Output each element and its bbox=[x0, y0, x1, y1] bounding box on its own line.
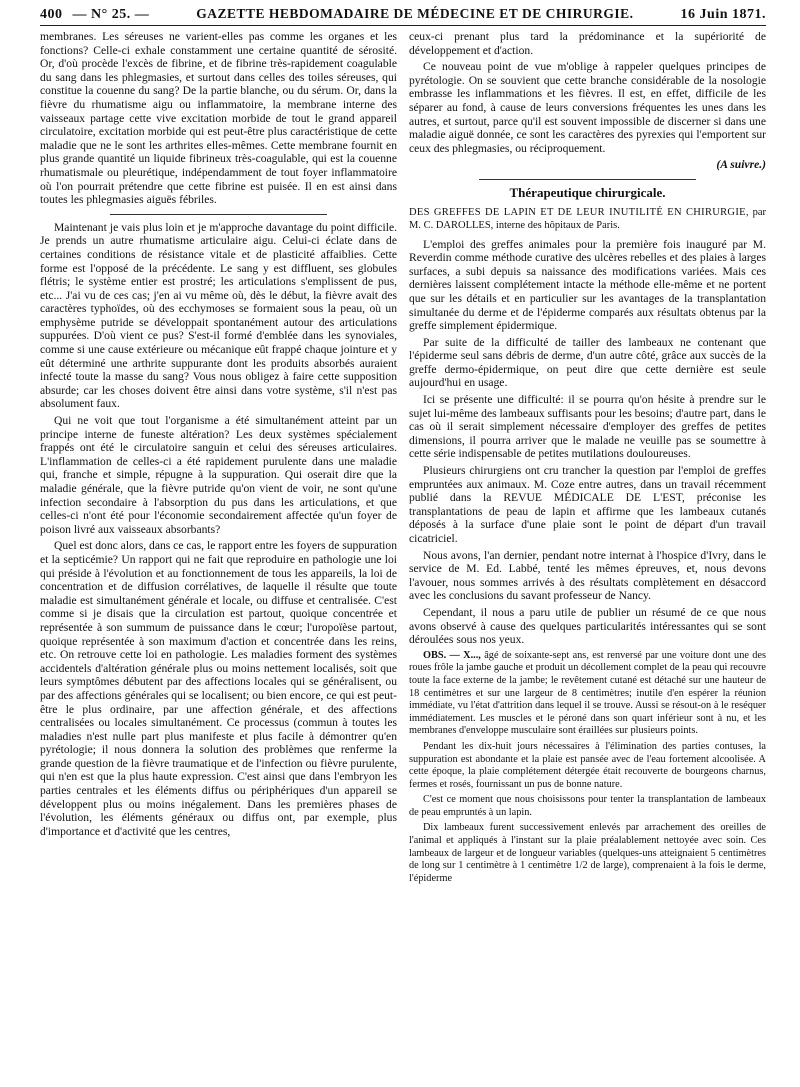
observation-paragraph bbox=[409, 650, 766, 738]
observation-block bbox=[409, 650, 766, 886]
divider bbox=[479, 179, 696, 180]
paragraph: ceux-ci prenant plus tard la prédominance et la supériorité de développement et d'action. bbox=[409, 30, 766, 57]
issue-number: — N° 25. — bbox=[72, 7, 150, 22]
paragraph: Quel est donc alors, dans ce cas, le rapport entre les foyers de suppuration et la septicémie? Un rapport qui ne fait que reproduire en pathologie une loi qui préside à l'évolution et au fonctionnement de tous les appareils, la loi de concentration et de diffusion corrélatives, de laquelle il résulte que toute maladie est simultanément générale et locale, ou diffuse et centralisée. C'est comme si je disais que la circulation est partout, quoique concentrée et représentée à son summum de puissance dans le cœur; l'uropoïèse partout, quoique représentée à son maximum d'action et concentrée dans les reins, etc. On retrouve cette loi en pathologie. Les maladies forment des systèmes accidentels d'altération générale plus ou moins nettement localisés, soit que leurs symptômes débutent par des affections locales qui se généralisent, ou par des affections générales qui se localisent; ou bien encore, ce qui est peut-être le plus ordinaire, par une affection générale, et des affections centralisées ou locales simultanément. Ce processus (commun à toutes les maladies n'est nulle part plus manifeste et plus facile à démontrer qu'en pyrétologie; il nous donnera la solution des problèmes que renferme la grande question de la fièvre traumatique et de l'infection ou fièvre purulente, qui n'en est que la plus haute expression. C'est ainsi que dans l'embryon les parties centrales et les éléments diffus ou périphériques d'un appareil se développent plus ou moins inégalement. Dans les premières phases de l'évolution, les éléments généraux ou diffus ont, par exemple, plus d'importance et d'activité que les centres, bbox=[40, 539, 397, 838]
paragraph: C'est ce moment que nous choisissons pour tenter la transplantation de lambeaux de peau empruntés à un lapin. bbox=[409, 794, 766, 818]
divider bbox=[110, 214, 327, 215]
paragraph: Plusieurs chirurgiens ont cru trancher la question par l'emploi de greffes empruntées aux animaux. M. Coze entre autres, dans un travail récemment publié dans la REVUE MÉDICALE DE L'EST, préconise les transplantations de peau de lapin et affirme que les lambeaux cutanés déposés à la surface d'une plaie sont le point de départ d'un travail cicatriciel. bbox=[409, 464, 766, 545]
left-column bbox=[40, 30, 397, 888]
to-be-continued: (A suivre.) bbox=[716, 158, 766, 172]
paragraph: Nous avons, l'an dernier, pendant notre internat à l'hospice d'Ivry, dans le service de M. Ed. Labbé, tenté les mêmes épreuves, et, nous devons l'avouer, nous sommes arrivés à des résultats complètement en désaccord avec les conclusions du savant professeur de Nancy. bbox=[409, 548, 766, 603]
journal-title: GAZETTE HEBDOMADAIRE DE MÉDECINE ET DE CHIRURGIE. bbox=[196, 6, 634, 21]
paragraph: membranes. Les séreuses ne varient-elles pas comme les organes et les fonctions? Celle-ci exhale constamment une certaine quantité de sérosité. Or, d'où procède l'excès de fibrine, et de fibrine très-rapidement coagulable du sang dans les phlegmasies, et surtout dans celles des toiles séreuses, qui constitue la couenne du sang? De la partie blanche, ou du sérum. Or, dans la fièvre du rhumatisme aigu ou inflammatoire, la membrane interne des vaisseaux partage cette vive excitation morbide de tout le grand appareil circulatoire, excitation morbide qui est peut-être plus caractéristique de cette maladie que ne le sont les arthrites elles-mêmes. Cette membrane fournit en plus grande quantité un liquide fibrineux très-coagulable, qui est la couenne rhumatismale ou pleurétique, indépendamment de tout foyer inflammatoire où l'on pourrait prétendre que cette fibrine est puisée. Il en est ainsi dans toutes les phlegmasies aiguës fébriles. bbox=[40, 30, 397, 207]
paragraph: Ici se présente une difficulté: il se pourra qu'on hésite à prendre sur le sujet lui-même des lambeaux suffisants pour les besoins; d'autre part, dans le cas où il serait simplement nécessaire d'employer des greffes de petites dimensions, il pourra arriver que le malade ne veuille pas se soumettre à cette série indispensable de petites mutilations douloureuses. bbox=[409, 393, 766, 461]
paragraph: L'emploi des greffes animales pour la première fois inauguré par M. Reverdin comme méthode curative des ulcères rebelles et des plaies à larges surfaces, a subi depuis sa naissance des modifications variées. Mais ces dernières laissent complétement intacte la méthode elle-même et ne portent que sur les détails et en particulier sur les avantages de la transplantation simultanée du derme et de l'épiderme comparés aux résultats obtenus par la greffe simplement épidermique. bbox=[409, 237, 766, 333]
observation-text: âgé de soixante-sept ans, est renversé par une voiture dont une des roues frôle la jambe gauche et produit un décollement complet de la peau qui recouvre toute la face externe de la jambe; le revêtement cutané est détaché sur une hauteur de 18 centimètres et sur une largeur de 8 centimètres; inutile d'en espérer la réunion immédiate, vu l'état d'attrition dans lequel il se trouve. Aussi se résout-on à le reséquer immédiatement. Les muscles et le péroné dans son quart inférieur sont à nu, et les membranes d'enveloppe musculaire sont éraillées sur plusieurs points. bbox=[409, 649, 766, 737]
article-heading bbox=[409, 206, 766, 232]
page-header bbox=[40, 6, 766, 26]
paragraph: Par suite de la difficulté de tailler des lambeaux ne contenant que l'épiderme seul sans débris de derme, d'un autre côté, grâce aux succès de la greffe dermo-épidermique, on peut dire que cette dernière est seule aujourd'hui en usage. bbox=[409, 335, 766, 390]
paragraph: Qui ne voit que tout l'organisme a été simultanément atteint par un principe interne de funeste altération? Les deux systèmes spécialement frappés ont été le circulatoire sanguin et celui des séreuses articulaires. L'inflammation de celles-ci a été rapidement purulente dans une maladie qui, franche et simple, répugne à la suppuration. Qui oserait dire que la maladie générale, que la fièvre putride qu'on vient de voir, ne sont qu'une infection secondaire à l'absorption du pus dans les articulations, et que celles-ci n'ont été pour l'économie secondairement affectée qu'un foyer de poison livré aux vaisseaux absorbants? bbox=[40, 414, 397, 536]
paragraph: Maintenant je vais plus loin et je m'approche davantage du point difficile. Je prends un autre rhumatisme articulaire aigu. Celui-ci éclate dans de certaines conditions de résistance vitale et de plasticité affaiblies. Cette forme est l'opposé de la précédente. Le sang y est diffluent, ses globules flétris; le système entier est prostré; les articulations s'emplissent de pus, etc... J'ai vu de ces cas; j'en ai vu même où, dès le début, la fièvre avait des caractères typhoïdes, où des ecchymoses se formaient sous la peau, où un emphysème putride se développait spontanément autour des articulations suppurées. D'où vient ce pus? S'est-il formé d'emblée dans les synoviales, comme si une cause extérieure ou mécanique eût frappé chaque jointure et y eût déterminé une arthrite suppurante dont les produits absorbés auraient infecté toute la masse du sang? Vous nous obligez à faire cette supposition absurde; car les choses doivent être ainsi dans votre système, s'il n'est pas absolument faux. bbox=[40, 220, 397, 411]
paragraph: Ce nouveau point de vue m'oblige à rappeler quelques principes de pyrétologie. On se souvient que cette branche considérable de la nosologie embrasse les inflammations et les fièvres. Il est, en effet, difficile de les séparer au fond, à cause de leurs conversions fréquentes les unes dans les autres, et surtout, parce qu'il est souvent impossible de discerner si dans une maladie aiguë donnée, ce sont les caractères des pyrexies qui l'emportent sur ceux des phlegmasies, ou réciproquement. bbox=[409, 60, 766, 155]
paragraph: Cependant, il nous a paru utile de publier un résumé de ce que nous avons observé à cause des quelques particularités intéressantes qui se sont déroulées sous nos yeux. bbox=[409, 605, 766, 647]
article-author: par M. C. DAROLLES, interne des hôpitaux de Paris. bbox=[409, 206, 767, 231]
page-number: 400 bbox=[40, 7, 63, 22]
article-title: DES GREFFES DE LAPIN ET DE LEUR INUTILITÉ EN CHIRURGIE, bbox=[409, 206, 749, 218]
observation-label: OBS. — X..., bbox=[423, 649, 481, 661]
paragraph: Dix lambeaux furent successivement enlevés par arrachement des oreilles de l'animal et appliqués à l'instant sur la plaie préalablement nettoyée avec soin. Ces lambeaux de largeur et de longueur variables (quelques-uns atteignaient 5 centimètres de long sur 1 centimètre à 1 centimètre 1/2 de large), comprenaient à la fois le derme, l'épiderme bbox=[409, 822, 766, 884]
paragraph: Pendant les dix-huit jours nécessaires à l'élimination des parties contuses, la suppuration est abondante et la plaie est pansée avec de l'eau fortement alcoolisée. A cette époque, la plaie complétement détergée était recouverte de bourgeons charnus, fermes et rosés, fournissant un pus de bonne nature. bbox=[409, 740, 766, 790]
right-column bbox=[409, 30, 766, 888]
text-columns bbox=[40, 30, 766, 888]
issue-date: 16 Juin 1871. bbox=[680, 7, 766, 22]
section-title: Thérapeutique chirurgicale. bbox=[509, 184, 666, 200]
